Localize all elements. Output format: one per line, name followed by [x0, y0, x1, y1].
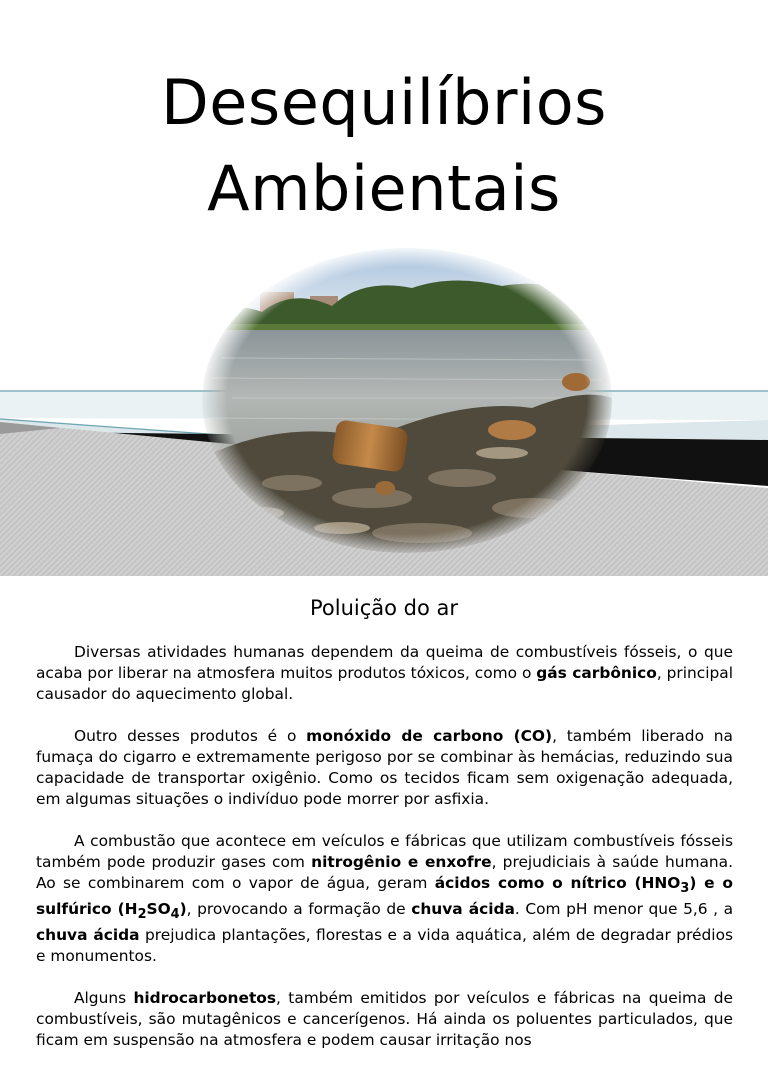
- text-run: prejudica plantações, florestas e a vida aquática, além de degradar prédios e monumentos.: [36, 926, 734, 966]
- text-run: . Com pH menor que 5,6 , a: [514, 900, 734, 919]
- title-line-2: Ambientais: [207, 152, 561, 225]
- subscript: 3: [680, 881, 690, 897]
- document-body: [36, 642, 733, 1072]
- text-run: SO: [146, 900, 171, 919]
- paragraph-4: [36, 988, 733, 1051]
- text-run: ) e o sulfúrico (H: [36, 874, 733, 919]
- title-line-1: Desequilíbrios: [161, 66, 607, 139]
- section-heading: Poluição do ar: [309, 596, 459, 620]
- subscript: 4: [170, 907, 180, 923]
- text-run: , também emitidos por veículos e fábricas na queima de combustíveis, são mutagênicos e cancerígenos. Há ainda os poluentes particulados, que ficam em suspensão na atmosfera e podem causar irritação nos: [36, 989, 733, 1050]
- highlight-term: gás carbônico: [536, 664, 657, 682]
- text-run: , prejudiciais à saúde humana. Ao se combinarem com o vapor de água, geram: [36, 853, 733, 892]
- highlight-term: monóxido de carbono (CO): [306, 727, 553, 745]
- highlight-term: hidrocarbonetos: [133, 989, 277, 1008]
- text-run: Outro desses produtos é o: [74, 727, 307, 745]
- highlight-term: chuva ácida: [411, 900, 515, 919]
- text-run: , provocando a formação de: [186, 900, 412, 919]
- subscript: 2: [137, 907, 147, 923]
- text-run: Diversas atividades humanas dependem da queima de combustíveis fósseis, o que acaba por liberar na atmosfera muitos produtos tóxicos, como o: [36, 643, 733, 682]
- text-run: ): [179, 900, 187, 919]
- paragraph-3: [36, 831, 733, 967]
- text-run: , também liberado na fumaça do cigarro e extremamente perigoso por se combinar às hemácias, reduzindo sua capacidade de transportar oxigênio. Como os tecidos ficam sem oxigenação adequada, em algumas situações o indivíduo pode morrer por asfixia.: [36, 727, 733, 808]
- text-slide: [0, 576, 768, 1050]
- text-run: Alguns: [74, 989, 134, 1008]
- text-run: , principal causador do aquecimento global.: [36, 664, 733, 703]
- text-run: ácidos como o nítrico (HNO: [434, 874, 681, 892]
- text-run: A combustão que acontece em veículos e fábricas que utilizam combustíveis fósseis também pode produzir gases com: [36, 832, 733, 871]
- paragraph-1: [36, 642, 733, 705]
- highlight-term: nitrogênio e enxofre: [311, 853, 492, 871]
- paragraph-2: [36, 726, 733, 810]
- page-title: [0, 60, 768, 232]
- highlight-term: chuva ácida: [36, 926, 140, 945]
- polluted-lake-photo: [202, 248, 612, 553]
